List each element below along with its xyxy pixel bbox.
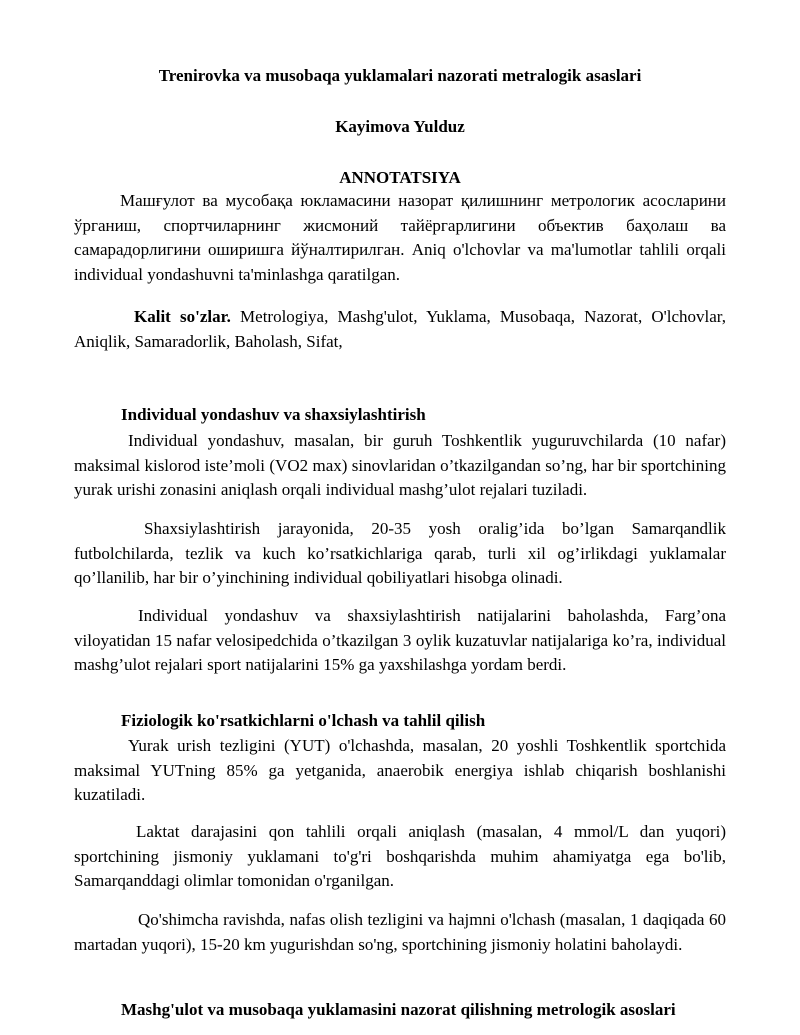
keywords-list: Metrologiya, Mashg'ulot, Yuklama, Musobaqa, Nazorat, O'lchovlar, Aniqlik, Samaradorlik, Baholash, Sifat, [74, 307, 726, 351]
author-name: Kayimova Yulduz [335, 117, 465, 136]
section1-paragraph-2: Shaxsiylashtirish jarayonida, 20-35 yosh oralig’ida bo’lgan Samarqandlik futbolchilarda, tezlik va kuch ko’rsatkichlariga qarab, turli xil og’irlikdagi yuklamalar qo’llanilib, har bir o’yinchining individual qobiliyatlari hisobga olinadi. [74, 519, 726, 587]
section2-paragraph-2: Laktat darajasini qon tahlili orqali aniqlash (masalan, 4 mmol/L dan yuqori) sportchining jismoniy yuklamani to'g'ri boshqarishda muhim ahamiyatga ega bo'lib, Samarqanddagi olimlar tomonidan o'rganilgan. [74, 822, 726, 890]
section1-paragraph-1: Individual yondashuv, masalan, bir guruh Toshkentlik yuguruvchilarda (10 nafar) maksimal kislorod iste’moli (VO2 max) sinovlaridan o’tkazilgandan so’ng, har bir sportchining yurak urishi zonasini aniqlash orqali individual mashg’ulot rejalari tuziladi. [74, 431, 726, 499]
section-heading-metrological: Mashg'ulot va musobaqa yuklamasini nazorat qilishning metrologik asoslari [121, 1000, 676, 1019]
keywords-label: Kalit so'zlar. [134, 307, 231, 326]
section-heading-physiological: Fiziologik ko'rsatkichlarni o'lchash va tahlil qilish [121, 711, 486, 730]
annotation-paragraph: Машғулот ва мусобақа юкламасини назорат қилишнинг метрологик асосларини ўрганиш, спортчиларнинг жисмоний тайёргарлигини объектив баҳолаш ва самарадорлигини оширишга йўналтирилган. Aniq o'lchovlar va ma'lumotlar tahlili orqali individual yondashuvni ta'minlashga qaratilgan. [74, 191, 726, 284]
document-title: Trenirovka va musobaqa yuklamalari nazorati metralogik asaslari [158, 66, 642, 85]
section-heading-individual: Individual yondashuv va shaxsiylashtirish [121, 405, 426, 424]
annotation-heading: ANNOTATSIYA [339, 168, 461, 187]
section2-paragraph-3: Qo'shimcha ravishda, nafas olish tezligini va hajmni o'lchash (masalan, 1 daqiqada 60 martadan yuqori), 15-20 km yugurishdan so'ng, sportchining jismoniy holatini baholaydi. [74, 910, 726, 954]
section1-paragraph-3: Individual yondashuv va shaxsiylashtirish natijalarini baholashda, Farg’ona viloyatidan 15 nafar velosipedchida o’tkazilgan 3 oylik kuzatuvlar natijalariga ko’ra, individual mashg’ulot rejalari sport natijalarini 15% ga yaxshilashga yordam berdi. [74, 606, 726, 674]
keywords-paragraph [74, 305, 726, 354]
section2-paragraph-1: Yurak urish tezligini (YUT) o'lchashda, masalan, 20 yoshli Toshkentlik sportchida maksimal YUTning 85% ga yetganida, anaerobik energiya ishlab chiqarish boshlanishi kuzatiladi. [74, 736, 726, 804]
